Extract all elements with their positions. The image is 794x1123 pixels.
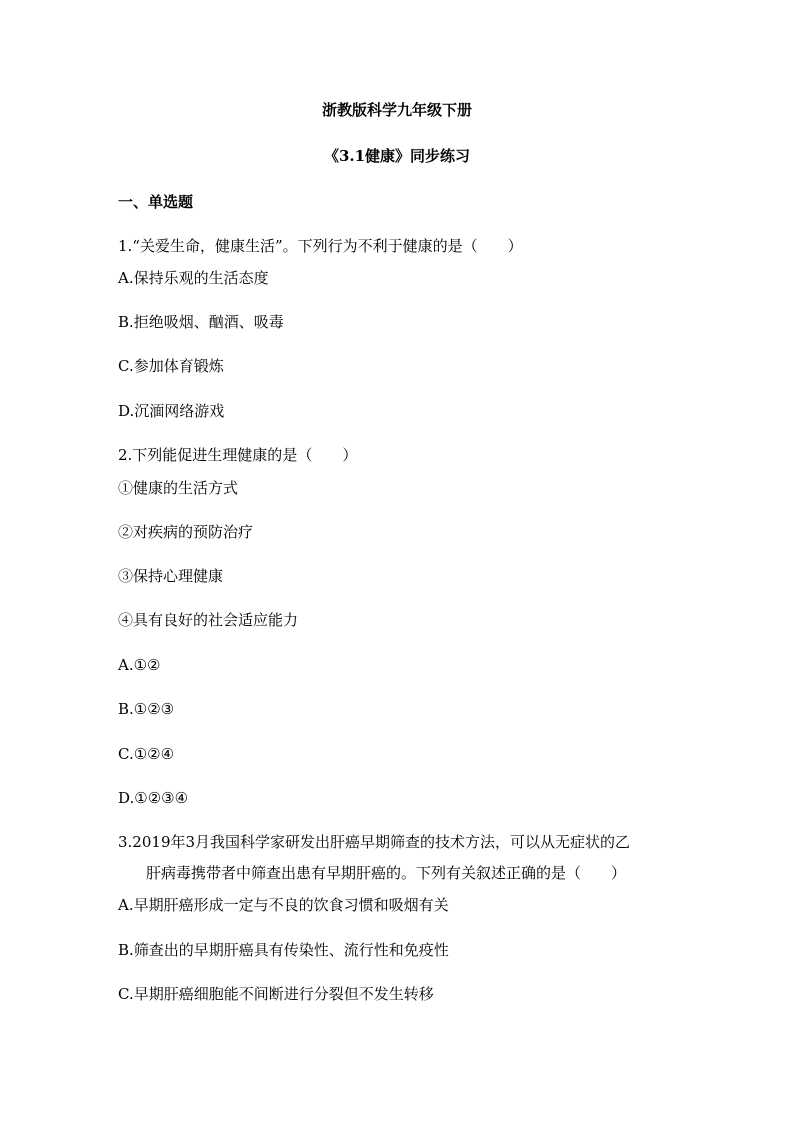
document-title: 浙教版科学九年级下册: [321, 101, 472, 119]
question-1-option-b: B.拒绝吸烟、酗酒、吸毒: [118, 313, 284, 331]
question-2-statement-3: ③保持心理健康: [118, 567, 224, 585]
question-1-option-a: A.保持乐观的生活态度: [118, 269, 269, 287]
question-2-option-a: A.①②: [118, 656, 161, 674]
question-3-stem-line-1: 3.2019年3月我国科学家研发出肝癌早期筛查的技术方法，可以从无症状的乙: [118, 833, 631, 851]
question-2-option-b: B.①②③: [118, 700, 175, 718]
question-1-option-d: D.沉湎网络游戏: [118, 402, 225, 420]
document-subtitle: 《3.1健康》同步练习: [323, 147, 471, 165]
question-2-statement-2: ②对疾病的预防治疗: [118, 523, 254, 541]
question-2-option-d: D.①②③④: [118, 789, 189, 807]
question-3-option-b: B.筛查出的早期肝癌具有传染性、流行性和免疫性: [118, 941, 449, 959]
question-2-option-c: C.①②④: [118, 745, 175, 763]
question-3-option-c: C.早期肝癌细胞能不间断进行分裂但不发生转移: [118, 985, 434, 1003]
question-1-stem: 1.“关爱生命，健康生活”。下列行为不利于健康的是（ ）: [118, 237, 523, 255]
question-3-stem-line-2: 肝病毒携带者中筛查出患有早期肝癌的。下列有关叙述正确的是（ ）: [146, 864, 627, 882]
section-heading: 一、单选题: [118, 193, 194, 211]
question-2-statement-1: ①健康的生活方式: [118, 479, 239, 497]
question-2-stem: 2.下列能促进生理健康的是（ ）: [118, 446, 358, 464]
question-3-option-a: A.早期肝癌形成一定与不良的饮食习惯和吸烟有关: [118, 896, 449, 914]
question-2-statement-4: ④具有良好的社会适应能力: [118, 611, 299, 629]
question-1-option-c: C.参加体育锻炼: [118, 357, 224, 375]
